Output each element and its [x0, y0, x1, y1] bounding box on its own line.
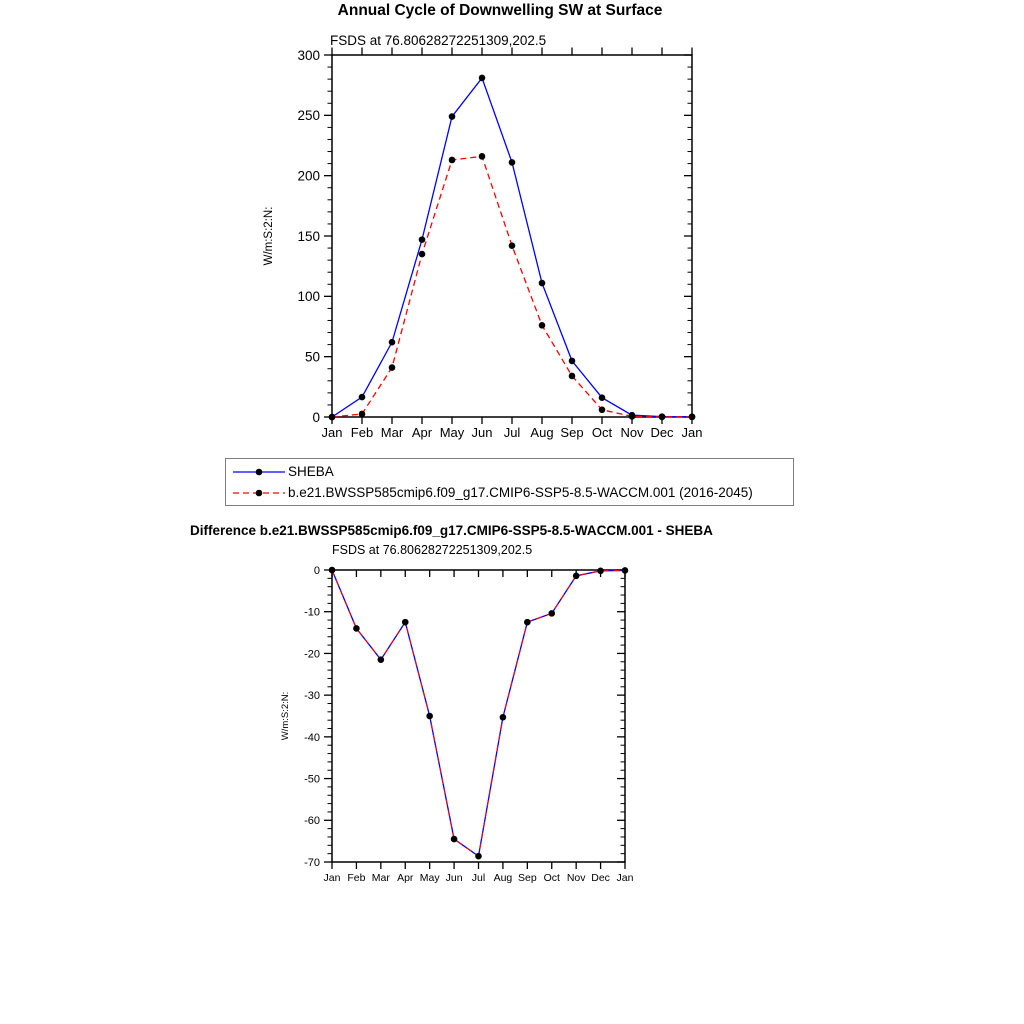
- data-point-marker: [329, 567, 336, 574]
- sheba-line-sample-icon: [232, 466, 286, 478]
- y-tick-label: -20: [304, 648, 320, 661]
- data-point-marker: [475, 853, 482, 860]
- legend-entry-sheba: [226, 461, 793, 482]
- bottom-chart-title: Difference b.e21.BWSSP585cmip6.f09_g17.CMIP6-SSP5-8.5-WACCM.001 - SHEBA: [190, 523, 713, 538]
- data-point-marker: [359, 394, 366, 401]
- y-axis-label: W/m:S:2:N:: [263, 206, 275, 266]
- x-tick-label: Apr: [411, 425, 433, 440]
- x-tick-label: Mar: [380, 425, 404, 440]
- data-point-marker: [509, 242, 516, 249]
- y-tick-label: -30: [304, 690, 320, 703]
- top-chart-subtitle: FSDS at 76.80628272251309,202.5: [330, 33, 547, 48]
- legend-entry-model: [226, 482, 793, 503]
- y-tick-label: -70: [304, 856, 320, 869]
- data-point-marker: [629, 413, 636, 420]
- bottom-chart-subtitle: FSDS at 76.80628272251309,202.5: [332, 543, 533, 557]
- series-line-overlay: [332, 570, 625, 856]
- data-point-marker: [548, 610, 555, 617]
- x-tick-label: May: [419, 872, 440, 884]
- top-chart-title: Annual Cycle of Downwelling SW at Surface: [337, 2, 663, 19]
- series-line: [332, 570, 625, 856]
- y-tick-label: -40: [304, 731, 320, 744]
- x-tick-label: Jun: [445, 872, 463, 884]
- data-point-marker: [659, 414, 666, 421]
- y-tick-label: 100: [297, 289, 320, 305]
- x-tick-label: Mar: [371, 872, 390, 884]
- y-tick-label: -10: [304, 606, 320, 619]
- data-point-marker: [500, 714, 507, 721]
- y-tick-label: 250: [297, 108, 320, 124]
- top-chart-plot: [263, 48, 702, 441]
- legend-label-sheba: SHEBA: [288, 464, 334, 479]
- x-tick-label: Feb: [350, 425, 374, 440]
- data-point-marker: [426, 713, 433, 720]
- data-point-marker: [539, 322, 546, 329]
- data-point-marker: [622, 567, 629, 574]
- data-point-marker: [402, 619, 409, 626]
- legend-label-model: b.e21.BWSSP585cmip6.f09_g17.CMIP6-SSP5-8.5-WACCM.001 (2016-2045): [288, 485, 753, 500]
- data-point-marker: [353, 625, 360, 632]
- y-tick-label: 0: [313, 564, 320, 577]
- series-line: [332, 156, 692, 417]
- data-point-marker: [597, 568, 604, 575]
- x-tick-label: Dec: [591, 872, 610, 884]
- x-tick-label: Dec: [650, 425, 674, 440]
- data-point-marker: [329, 414, 336, 421]
- y-tick-label: 300: [297, 47, 320, 63]
- x-tick-label: Aug: [493, 872, 513, 884]
- y-tick-label: 0: [312, 409, 320, 425]
- x-tick-label: Nov: [566, 872, 586, 884]
- x-tick-label: Feb: [347, 872, 366, 884]
- x-tick-label: May: [439, 425, 465, 440]
- x-tick-label: Sep: [517, 872, 537, 884]
- plot-frame: [332, 570, 625, 862]
- y-tick-label: -60: [304, 815, 320, 828]
- y-tick-label: 200: [297, 168, 320, 184]
- data-point-marker: [569, 358, 576, 365]
- data-point-marker: [569, 373, 576, 380]
- legend-box: [225, 458, 794, 506]
- plot-frame: [332, 55, 692, 417]
- x-tick-label: Jul: [471, 872, 486, 884]
- data-point-marker: [479, 75, 486, 82]
- model-line-sample-icon: [232, 487, 286, 499]
- x-tick-label: Jan: [323, 872, 341, 884]
- data-point-marker: [689, 414, 696, 421]
- data-point-marker: [479, 153, 486, 160]
- data-point-marker: [599, 394, 606, 401]
- y-axis-label: W/m:S:2:N:: [280, 691, 291, 741]
- x-tick-label: Apr: [397, 872, 414, 884]
- data-point-marker: [449, 113, 456, 120]
- data-point-marker: [524, 619, 531, 626]
- data-point-marker: [389, 364, 396, 371]
- bottom-chart-plot: [280, 565, 634, 884]
- data-point-marker: [419, 236, 426, 243]
- y-tick-label: -50: [304, 773, 320, 786]
- y-tick-label: 150: [297, 228, 320, 244]
- x-tick-label: Sep: [560, 425, 584, 440]
- x-tick-label: Aug: [530, 425, 554, 440]
- data-point-marker: [449, 157, 456, 164]
- data-point-marker: [539, 280, 546, 287]
- x-tick-label: Jan: [321, 425, 343, 440]
- data-point-marker: [451, 836, 458, 843]
- x-tick-label: Oct: [591, 425, 613, 440]
- data-point-marker: [573, 573, 580, 580]
- data-point-marker: [359, 411, 366, 418]
- data-point-marker: [419, 251, 426, 258]
- data-point-marker: [378, 656, 385, 663]
- x-tick-label: Jan: [616, 872, 634, 884]
- x-tick-label: Nov: [620, 425, 644, 440]
- x-tick-label: Oct: [543, 872, 560, 884]
- x-tick-label: Jun: [471, 425, 493, 440]
- sheba-marker-dot-icon: [256, 468, 263, 475]
- data-point-marker: [599, 406, 606, 413]
- x-tick-label: Jul: [503, 425, 521, 440]
- y-tick-label: 50: [304, 349, 320, 365]
- model-marker-dot-icon: [256, 489, 263, 496]
- data-point-marker: [509, 159, 516, 166]
- x-tick-label: Jan: [681, 425, 703, 440]
- data-point-marker: [389, 339, 396, 346]
